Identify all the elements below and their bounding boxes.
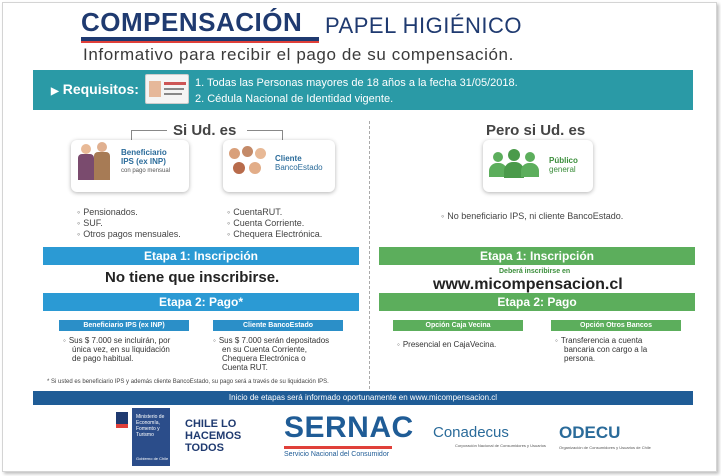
chile-lo-hacemos-todos: CHILE LO HACEMOS TODOS — [185, 418, 242, 454]
page-title: COMPENSACIÓN — [81, 7, 303, 37]
banco-pago-text: ◦ Sus $ 7.000 serán depositados en su Cuenta Corriente, Chequera Electrónica o Cuenta RUT. — [213, 336, 363, 372]
triangle-right-icon: ▶ — [51, 86, 59, 97]
conadecus-logo: Conadecus — [433, 424, 509, 441]
footnote: * Si usted es beneficiario IPS y además cliente BancoEstado, su pago será a través de su liquidación IPS. — [47, 379, 329, 385]
card-publico — [483, 140, 593, 192]
caja-pago-text: ◦ Presencial en CajaVecina. — [397, 340, 537, 349]
card-banco — [223, 140, 335, 192]
card-banco-title: Cliente BancoEstado — [275, 154, 323, 172]
odecu-subtitle: Organización de Consumidores y Usuarios de Chile — [559, 445, 651, 450]
odecu-logo: ODECU — [559, 423, 621, 442]
requisito-item: 1. Todas las Personas mayores de 18 años a la fecha 31/05/2018. — [195, 77, 518, 89]
card-ips-title: Beneficiario IPS (ex INP) — [121, 148, 167, 166]
micompensacion-url[interactable]: www.micompensacion.cl — [433, 276, 623, 293]
right-heading: Pero si Ud. es — [486, 122, 586, 139]
column-divider — [369, 121, 370, 389]
card-publico-title: Público general — [549, 156, 578, 174]
sub-caja-label: Opción Caja Vecina — [393, 320, 523, 331]
bottom-info-bar: Inicio de etapas será informado oportunamente en www.micompensacion.cl — [33, 391, 693, 405]
card-ips — [71, 140, 189, 192]
page-subtitle: Informativo para recibir el pago de su compensación. — [83, 45, 514, 64]
list-item: ◦ Pensionados. — [77, 207, 181, 218]
requisitos-label: ▶ Requisitos: — [51, 81, 139, 97]
ips-bullets — [77, 207, 181, 240]
requisito-item: 2. Cédula Nacional de Identidad vigente. — [195, 93, 394, 105]
sernac-subtitle: Servicio Nacional del Consumidor — [284, 451, 390, 458]
banco-bullets — [227, 207, 322, 240]
card-ips-note: con pago mensual — [121, 168, 171, 174]
debera-text: Deberá inscribirse en — [499, 268, 571, 275]
left-heading: Si Ud. es — [173, 122, 237, 139]
sub-banco-label: Cliente BancoEstado — [213, 320, 343, 331]
list-item: ◦ SUF. — [77, 218, 181, 229]
sernac-underline — [284, 446, 392, 449]
list-item: ◦ Cuenta Corriente. — [227, 218, 322, 229]
requisitos-list — [195, 75, 518, 107]
infographic-frame — [2, 2, 717, 472]
ips-pago-text: ◦ Sus $ 7.000 se incluirán, por única vez, en su liquidación de pago habitual. — [63, 336, 203, 363]
no-inscribe-text: No tiene que inscribirse. — [105, 269, 280, 286]
sub-bancos-label: Opción Otros Bancos — [551, 320, 681, 331]
bancos-pago-text: ◦ Transferencia a cuenta bancaria con cargo a la persona. — [555, 336, 695, 363]
list-item: ◦ No beneficiario IPS, ni cliente BancoEstado. — [441, 211, 623, 222]
right-etapa2-bar: Etapa 2: Pago — [379, 293, 695, 311]
title-underline-red — [81, 41, 319, 43]
right-etapa1-bar: Etapa 1: Inscripción — [379, 247, 695, 265]
left-etapa1-bar: Etapa 1: Inscripción — [43, 247, 359, 265]
publico-bullets — [441, 211, 623, 222]
sub-ips-label: Beneficiario IPS (ex INP) — [59, 320, 189, 331]
left-etapa2-bar: Etapa 2: Pago* — [43, 293, 359, 311]
list-item: ◦ Chequera Electrónica. — [227, 229, 322, 240]
conadecus-subtitle: Corporación Nacional de Consumidores y Usuarios — [455, 443, 546, 448]
ministerio-logo: Ministerio de Economía, Fomento y Turismo Gobierno de Chile — [112, 408, 170, 466]
list-item: ◦ Otros pagos mensuales. — [77, 229, 181, 240]
page-title-sub: PAPEL HIGIÉNICO — [325, 13, 522, 38]
id-card-icon — [145, 74, 189, 104]
sernac-logo: SERNAC — [284, 411, 414, 444]
list-item: ◦ CuentaRUT. — [227, 207, 322, 218]
